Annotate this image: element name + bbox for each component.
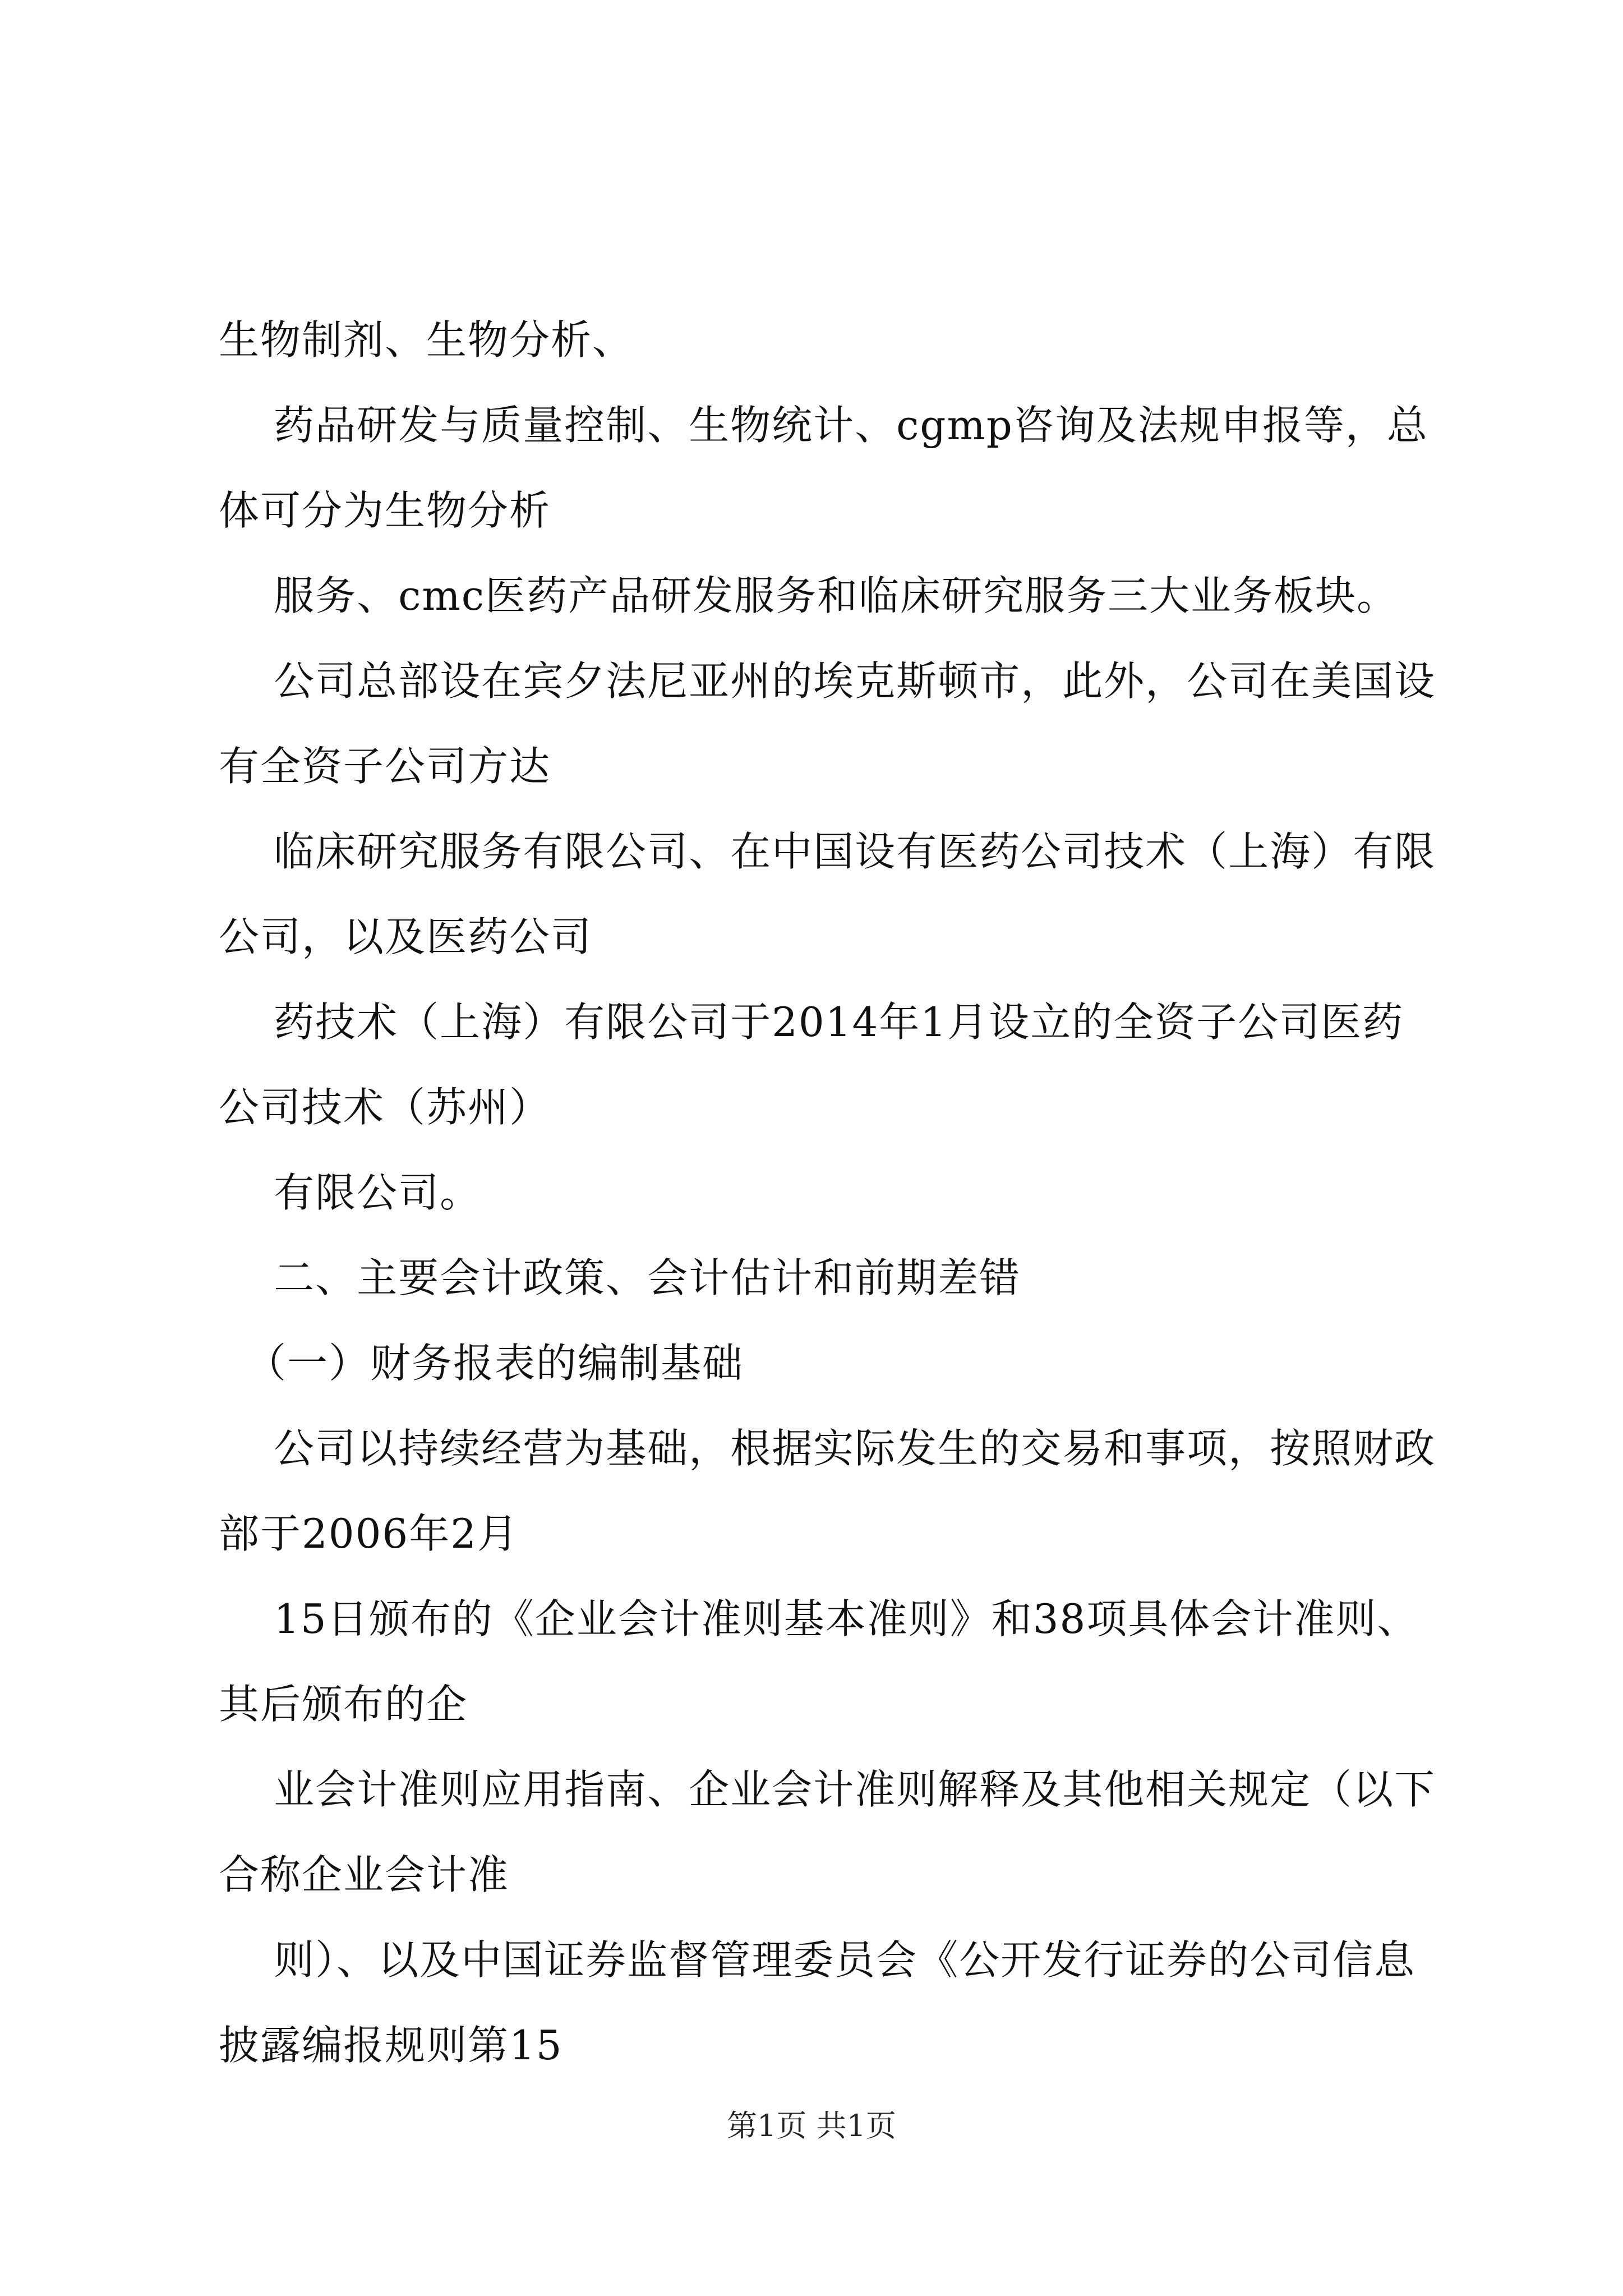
paragraph-4: 公司总部设在宾夕法尼亚州的埃克斯顿市，此外，公司在美国设有全资子公司方达 — [219, 657, 1436, 790]
document-body — [219, 297, 1441, 2088]
paragraph-6: 药技术（上海）有限公司于2014年1月设立的全资子公司医药公司技术（苏州） — [219, 999, 1404, 1131]
paragraph-13: 则）、以及中国证券监督管理委员会《公开发行证券的公司信息披露编报规则第15 — [219, 1936, 1416, 2069]
paragraph-3: 服务、cmc医药产品研发服务和临床研究服务三大业务板块。 — [274, 572, 1399, 619]
paragraph-7: 有限公司。 — [274, 1169, 482, 1216]
page-number-footer: 第1页 共1页 — [727, 2108, 896, 2143]
paragraph-5: 临床研究服务有限公司、在中国设有医药公司技术（上海）有限公司，以及医药公司 — [219, 828, 1436, 960]
subsection-heading: （一）财务报表的编制基础 — [245, 1340, 744, 1387]
section-heading: 二、主要会计政策、会计估计和前期差错 — [274, 1254, 1021, 1301]
paragraph-12: 业会计准则应用指南、企业会计准则解释及其他相关规定（以下合称企业会计准 — [219, 1766, 1436, 1898]
paragraph-2: 药品研发与质量控制、生物统计、cgmp咨询及法规申报等，总体可分为生物分析 — [219, 402, 1428, 534]
paragraph-10: 公司以持续经营为基础，根据实际发生的交易和事项，按照财政部于2006年2月 — [219, 1425, 1436, 1557]
paragraph-11: 15日颁布的《企业会计准则基本准则》和38项具体会计准则、其后颁布的企 — [219, 1595, 1419, 1728]
paragraph-1: 生物制剂、生物分析、 — [219, 316, 634, 364]
